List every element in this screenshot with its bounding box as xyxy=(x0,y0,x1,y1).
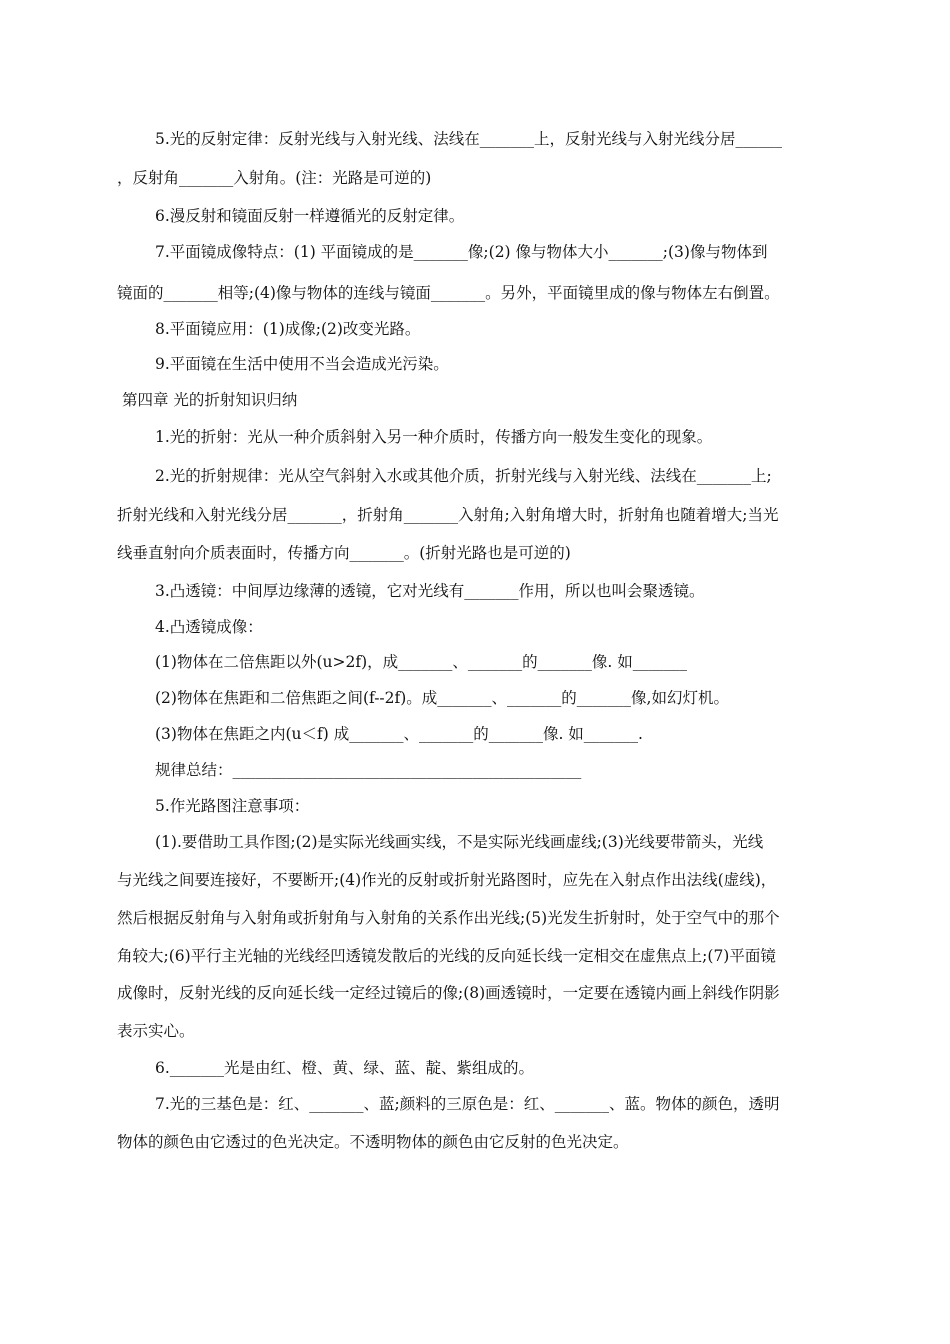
text-line: 与光线之间要连接好，不要断开;(4)作光的反射或折射光路图时，应先在入射点作出法线(虚线)， xyxy=(117,871,777,889)
text-line: 然后根据反射角与入射角或折射角与入射角的关系作出光线;(5)光发生折射时，处于空气中的那个 xyxy=(117,909,780,927)
text-line: 5.光的反射定律：反射光线与入射光线、法线在_______上，反射光线与入射光线分居______ xyxy=(155,130,783,148)
text-line: 表示实心。 xyxy=(117,1022,195,1040)
text-line: 4.凸透镜成像： xyxy=(155,618,263,636)
text-line: 7.光的三基色是：红、_______、蓝;颜料的三原色是：红、_______、蓝。物体的颜色，透明 xyxy=(155,1095,780,1113)
text-line: 角较大;(6)平行主光轴的光线经凹透镜发散后的光线的反向延长线一定相交在虚焦点上;(7)平面镜 xyxy=(117,947,776,965)
text-line: 物体的颜色由它透过的色光决定。不透明物体的颜色由它反射的色光决定。 xyxy=(117,1133,629,1151)
section-heading: 第四章 光的折射知识归纳 xyxy=(122,391,298,409)
text-line: ，反射角_______入射角。(注：光路是可逆的) xyxy=(117,169,432,187)
text-line: 6._______光是由红、橙、黄、绿、蓝、靛、紫组成的。 xyxy=(155,1059,535,1077)
text-line: (1)物体在二倍焦距以外(u>2f)，成_______、_______的_______像. 如_______ xyxy=(155,653,687,671)
text-line: 3.凸透镜：中间厚边缘薄的透镜，它对光线有_______作用，所以也叫会聚透镜。 xyxy=(155,582,705,600)
text-line: 7.平面镜成像特点：(1) 平面镜成的是_______像;(2) 像与物体大小_______;(3)像与物体到 xyxy=(155,243,768,261)
text-line: 6.漫反射和镜面反射一样遵循光的反射定律。 xyxy=(155,207,465,225)
text-line: 线垂直射向介质表面时，传播方向_______。(折射光路也是可逆的) xyxy=(117,544,571,562)
text-line: 9.平面镜在生活中使用不当会造成光污染。 xyxy=(155,355,449,373)
text-line: 8.平面镜应用：(1)成像;(2)改变光路。 xyxy=(155,320,421,338)
text-line: 折射光线和入射光线分居_______，折射角_______入射角;入射角增大时，折射角也随着增大;当光 xyxy=(117,506,779,524)
text-line: 规律总结：_____________________________________________ xyxy=(155,761,582,779)
text-line: (1).要借助工具作图;(2)是实际光线画实线，不是实际光线画虚线;(3)光线要带箭头，光线 xyxy=(155,833,764,851)
text-line: 2.光的折射规律：光从空气斜射入水或其他介质，折射光线与入射光线、法线在_______上; xyxy=(155,467,772,485)
text-line: (2)物体在焦距和二倍焦距之间(f--2f)。成_______、_______的_______像,如幻灯机。 xyxy=(155,689,729,707)
text-line: 1.光的折射：光从一种介质斜射入另一种介质时，传播方向一般发生变化的现象。 xyxy=(155,428,713,446)
text-line: 5.作光路图注意事项： xyxy=(155,797,310,815)
text-line: 成像时，反射光线的反向延长线一定经过镜后的像;(8)画透镜时，一定要在透镜内画上斜线作阴影 xyxy=(117,984,780,1002)
text-line: 镜面的_______相等;(4)像与物体的连线与镜面_______。另外，平面镜里成的像与物体左右倒置。 xyxy=(117,284,780,302)
text-line: (3)物体在焦距之内(u＜f) 成_______、_______的_______像. 如_______. xyxy=(155,725,643,743)
